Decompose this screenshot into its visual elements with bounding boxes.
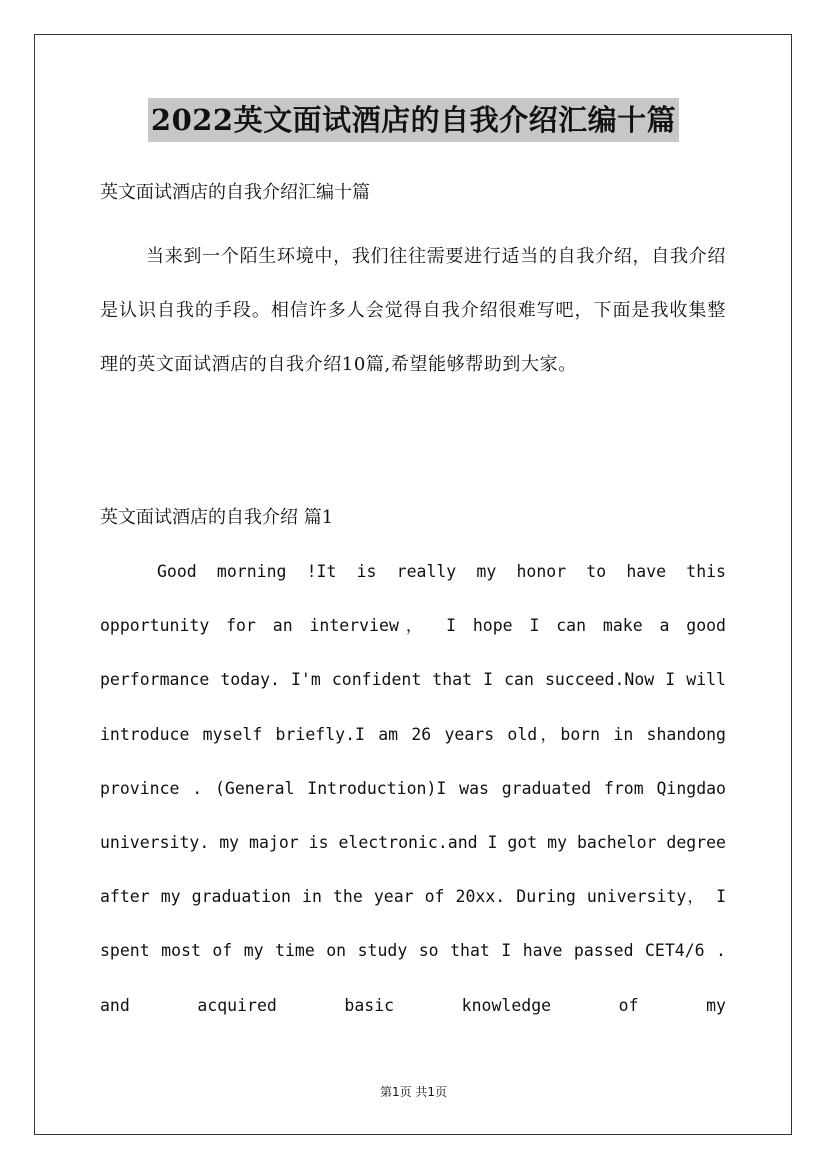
english-paragraph: Good morning !It is really my honor to have this opportunity for an interview， I hope I can make a good performance today. I'm confident that I can succeed.Now I will introduce myself briefly.I am 26 years old，born in shandong province . (General Introduction)I was graduated from Qingdao university. my major is electronic.and I got my bachelor degree after my graduation in the year of 20xx. During university， I spent most of my time on study so that I have passed CET4/6 . and acquired basic knowledge of my — [100, 562, 726, 1015]
intro-paragraph: 当来到一个陌生环境中，我们往往需要进行适当的自我介绍，自我介绍是认识自我的手段。相信许多人会觉得自我介绍很难写吧，下面是我收集整理的英文面试酒店的自我介绍10篇,希望能够帮助到大家。 — [100, 246, 726, 375]
document-subtitle: 英文面试酒店的自我介绍汇编十篇 — [100, 182, 370, 203]
section-heading: 英文面试酒店的自我介绍 篇1 — [100, 507, 334, 528]
document-title: 2022英文面试酒店的自我介绍汇编十篇 — [148, 98, 679, 142]
title-container — [0, 98, 827, 142]
page-footer: 第1页 共1页 — [379, 1085, 448, 1099]
